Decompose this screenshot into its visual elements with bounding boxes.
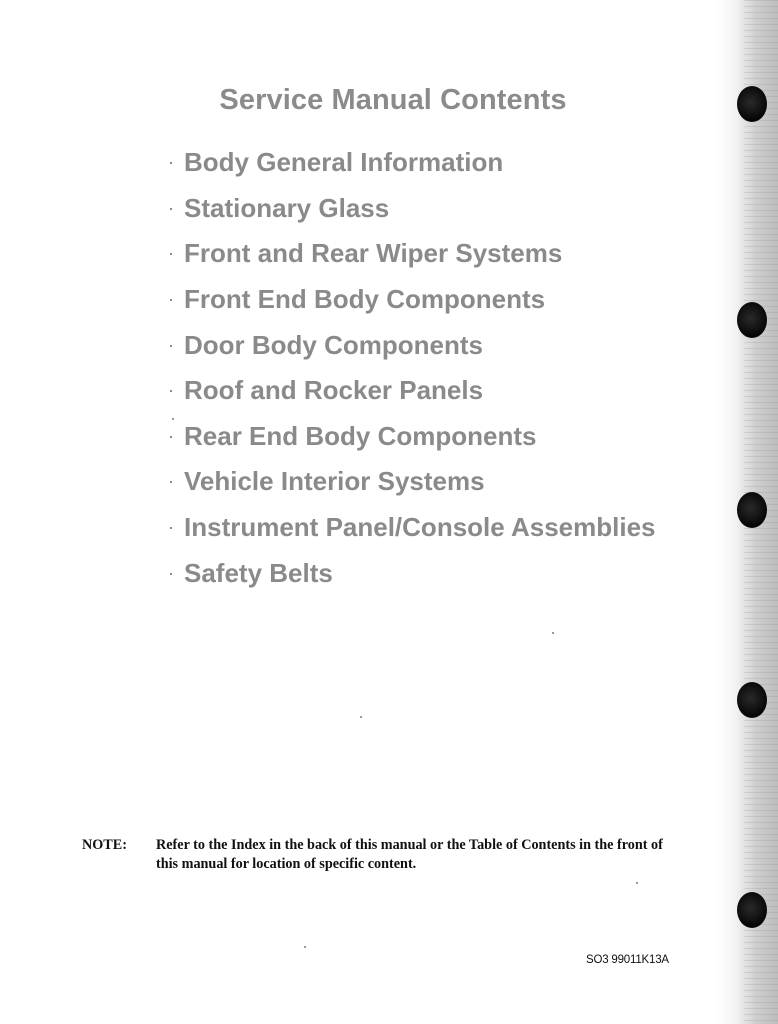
bullet-icon: · bbox=[168, 197, 174, 218]
punch-hole bbox=[737, 302, 767, 338]
bullet-icon: · bbox=[168, 289, 174, 310]
contents-item-label: Stationary Glass bbox=[184, 192, 390, 223]
list-item bbox=[168, 505, 656, 551]
note-text: Refer to the Index in the back of this manual or the Table of Contents in the front of this manual for location of specific content. bbox=[156, 837, 663, 872]
bullet-icon: · bbox=[168, 517, 174, 538]
bullet-icon: · bbox=[168, 334, 174, 355]
bullet-icon: · bbox=[168, 471, 174, 492]
list-item bbox=[168, 277, 656, 323]
bullet-icon: · bbox=[168, 243, 174, 264]
contents-item-label: Door Body Components bbox=[184, 329, 483, 360]
contents-item-label: Front End Body Components bbox=[184, 284, 546, 315]
list-item bbox=[168, 186, 656, 232]
bullet-icon: · bbox=[168, 562, 174, 583]
scan-speck bbox=[636, 882, 638, 884]
bullet-icon: · bbox=[168, 152, 174, 173]
list-item bbox=[168, 414, 656, 460]
contents-item-label: Front and Rear Wiper Systems bbox=[184, 238, 563, 269]
contents-item-label: Roof and Rocker Panels bbox=[184, 375, 484, 406]
bullet-icon: · bbox=[168, 380, 174, 401]
scan-speck bbox=[360, 716, 362, 718]
contents-item-label: Safety Belts bbox=[184, 557, 333, 588]
note-label: NOTE: bbox=[82, 837, 127, 853]
contents-list bbox=[168, 140, 656, 596]
list-item bbox=[168, 231, 656, 277]
contents-item-label: Body General Information bbox=[184, 147, 504, 178]
list-item bbox=[168, 140, 656, 186]
list-item bbox=[168, 368, 656, 414]
list-item bbox=[168, 322, 656, 368]
contents-item-label: Vehicle Interior Systems bbox=[184, 466, 485, 497]
list-item bbox=[168, 459, 656, 505]
document-code: SO3 99011K13A bbox=[586, 954, 669, 966]
punch-hole bbox=[737, 682, 767, 718]
punch-hole bbox=[737, 892, 767, 928]
punch-hole bbox=[737, 492, 767, 528]
scan-speck bbox=[172, 418, 174, 420]
contents-item-label: Rear End Body Components bbox=[184, 420, 537, 451]
list-item bbox=[168, 550, 656, 596]
bullet-icon: · bbox=[168, 425, 174, 446]
contents-item-label: Instrument Panel/Console Assemblies bbox=[184, 512, 656, 543]
scan-speck bbox=[552, 632, 554, 634]
scan-speck bbox=[304, 946, 306, 948]
page-title: Service Manual Contents bbox=[219, 84, 567, 116]
